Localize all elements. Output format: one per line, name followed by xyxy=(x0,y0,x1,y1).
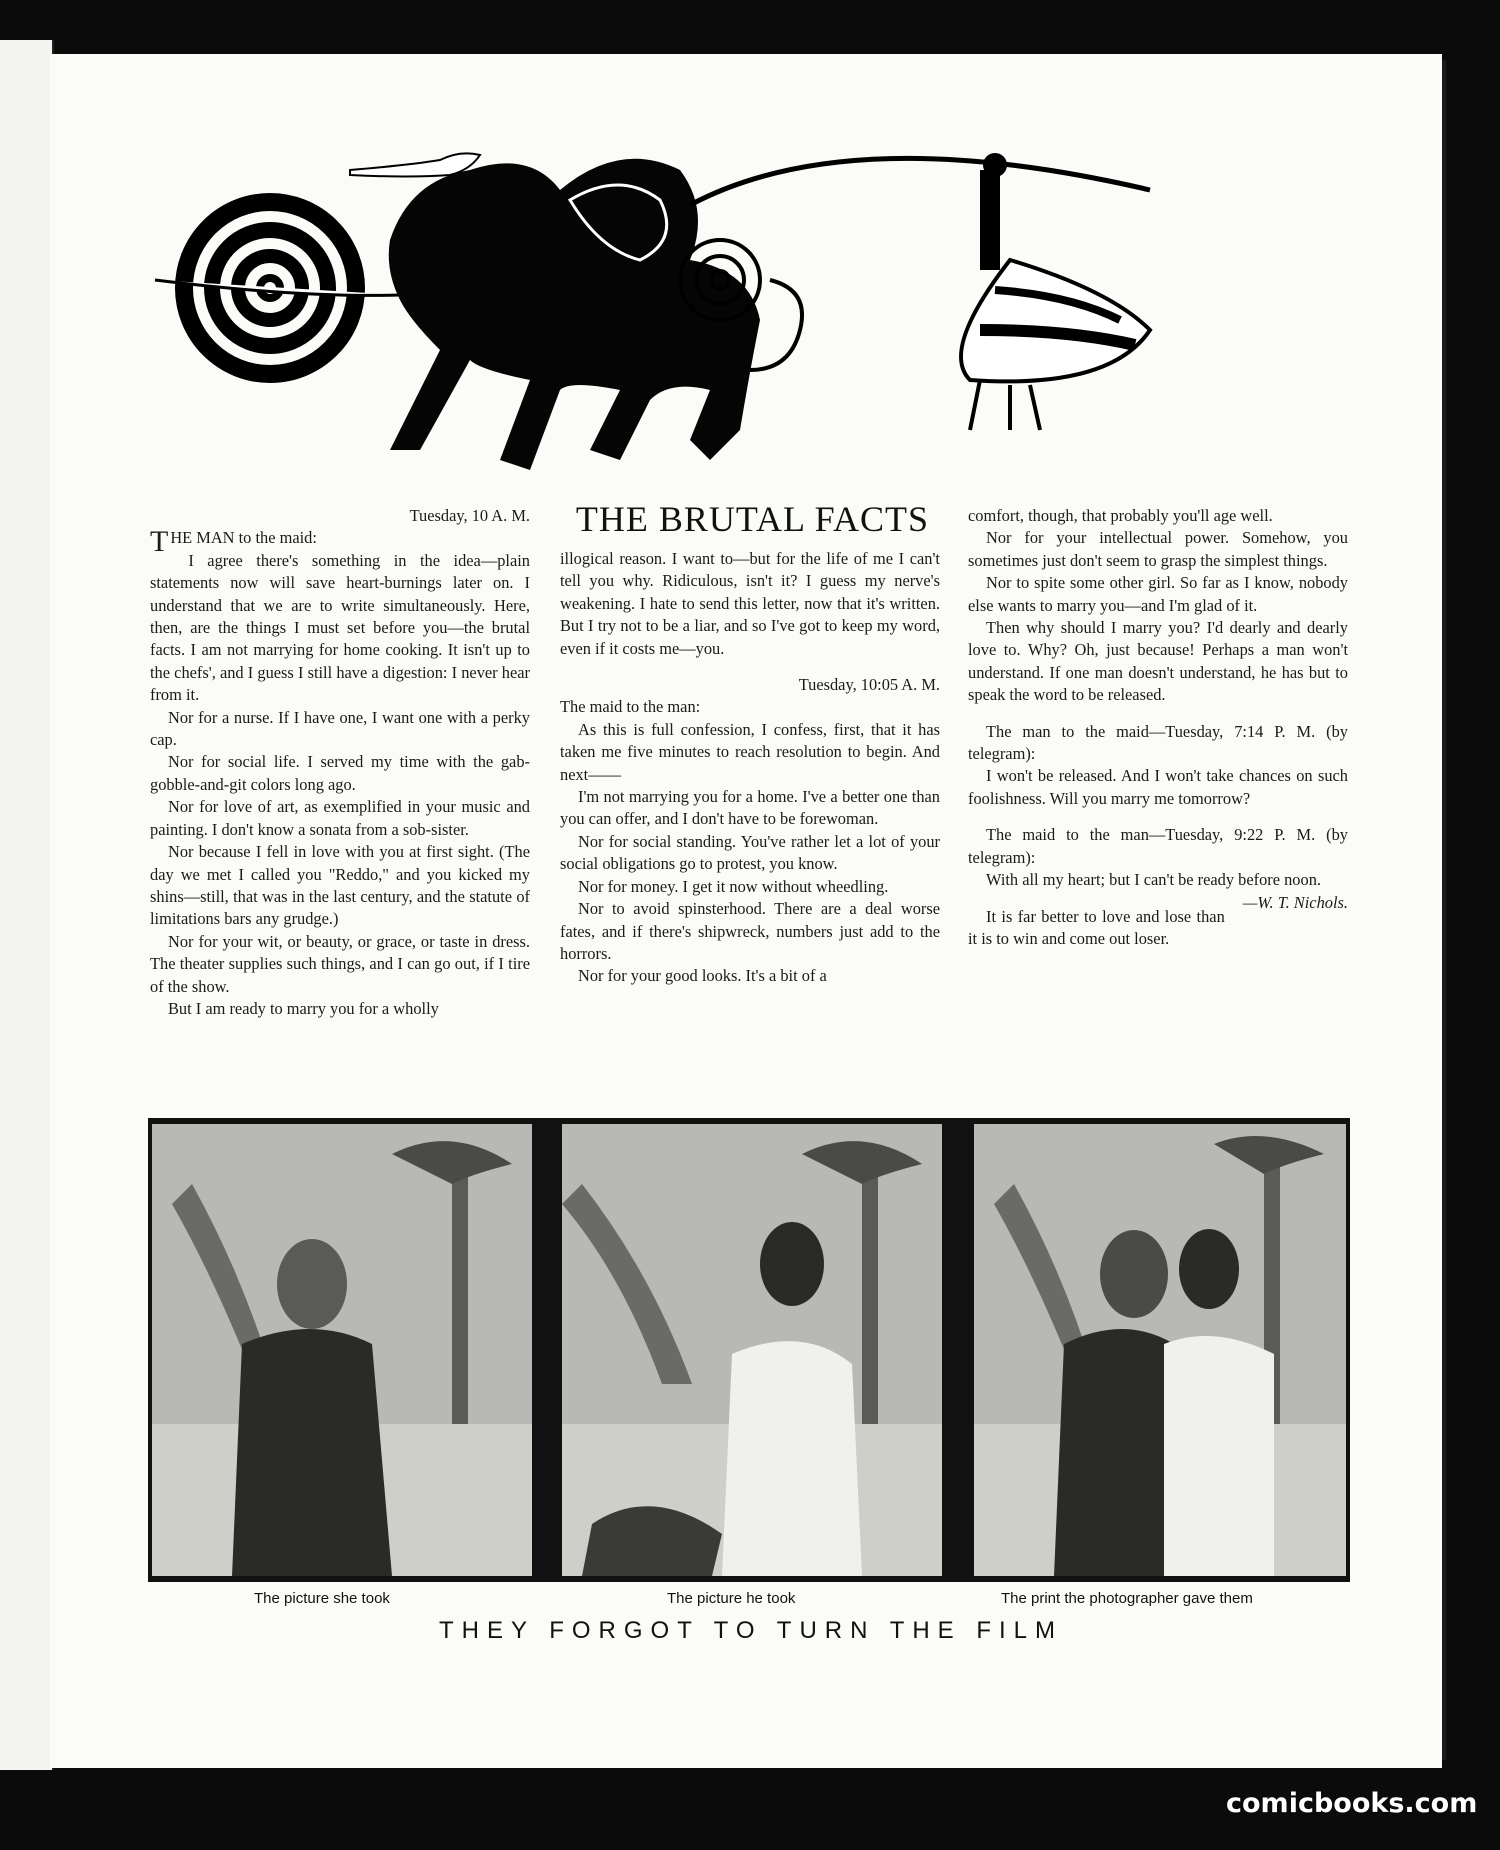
opening-line: The maid to the man: xyxy=(560,697,701,717)
column-3 xyxy=(968,505,1348,950)
facing-page-edge xyxy=(0,40,54,1770)
article-title: THE BRUTAL FACTS xyxy=(575,499,930,539)
paragraph: I agree there's something in the idea—plain statements now will save heart-burnings later on. I understand that we are to write simultaneously. Here, then, are the things I must set before you—the brutal facts. I am not marrying for home cooking. It isn't up to the chefs', and I guess I still have a digestion: I never hear from it. xyxy=(150,550,530,705)
paragraph: Then why should I marry you? I'd dearly and dearly love to. Why? Oh, just because! Perhaps a man won't understand. If one man doesn't understand, he has but to speak the word to be released. xyxy=(968,618,1348,705)
photo-caption-3: The print the photographer gave them xyxy=(1001,1590,1253,1607)
photo-panel-man xyxy=(152,1124,532,1576)
photo-panel-woman xyxy=(562,1124,942,1576)
man-photo-image xyxy=(152,1124,532,1576)
paragraph: Nor for your intellectual power. Somehow, you sometimes just don't seem to grasp the simplest things. xyxy=(968,528,1348,570)
elephant-illustration xyxy=(150,130,1360,490)
photo-caption-1: The picture she took xyxy=(254,1590,390,1607)
paragraph: Nor for social standing. You've rather let a lot of your social obligations go to protest, you know. xyxy=(560,831,940,874)
dancing-lady-figure xyxy=(961,153,1150,430)
paragraph: Nor for your good looks. It's a bit of a xyxy=(578,966,827,986)
column-2 xyxy=(560,548,940,988)
site-watermark: comicbooks.com xyxy=(1226,1788,1478,1819)
paragraph: Nor to spite some other girl. So far as I know, nobody else wants to marry you—and I'm glad of it. xyxy=(968,573,1348,615)
paragraph: Nor to avoid spinsterhood. There are a deal worse fates, and if there's shipwreck, numbers just add to the horrors. xyxy=(560,899,940,963)
telegram-heading: The man to the maid—Tuesday, 7:14 P. M. (by telegram): xyxy=(968,721,1348,764)
photo-panel-couple xyxy=(974,1124,1346,1576)
paragraph: But I am ready to marry you for a wholly xyxy=(168,998,439,1018)
author-signature: —W. T. Nichols. xyxy=(1242,892,1348,912)
date-line: Tuesday, 10 A. M. xyxy=(409,506,530,525)
paragraph: Nor for love of art, as exemplified in your music and painting. I don't know a sonata from a sob-sister. xyxy=(150,797,530,839)
paragraph: Nor for money. I get it now without wheedling. xyxy=(578,876,889,896)
drop-cap: T xyxy=(150,525,169,559)
woman-photo-image xyxy=(562,1124,942,1576)
couple-photo-image xyxy=(974,1124,1346,1576)
paragraph: illogical reason. I want to—but for the life of me I can't tell you why. Ridiculous, isn't it? I guess my nerve's weakening. I hate to send this letter, now that it's written. But I try not to be a liar, and so I've got to keep my word, even if it costs me—you. xyxy=(560,549,940,658)
column-1 xyxy=(150,505,530,1020)
paragraph: I'm not marrying you for a home. I've a better one than you can offer, and I don't have to be forewoman. xyxy=(560,787,940,829)
photo-strip-headline: THEY FORGOT TO TURN THE FILM xyxy=(438,1617,1064,1644)
epigram: It is far better to love and lose than it is to win and come out loser. xyxy=(968,906,1225,948)
page-border-rule xyxy=(1442,60,1446,1760)
paragraph: As this is full confession, I confess, first, that it has taken me five minutes to reach resolution to begin. And next—— xyxy=(560,719,940,784)
opening-line: THE MAN to the maid: xyxy=(150,525,317,559)
paragraph: comfort, though, that probably you'll age well. xyxy=(968,506,1273,525)
photo-caption-2: The picture he took xyxy=(667,1590,796,1607)
telegram-heading: The maid to the man—Tuesday, 9:22 P. M. (by telegram): xyxy=(968,825,1348,867)
paragraph: Nor for a nurse. If I have one, I want one with a perky cap. xyxy=(150,707,530,750)
telegram-body: I won't be released. And I won't take chances on such foolishness. Will you marry me tomorrow? xyxy=(968,766,1348,808)
paragraph: Nor for your wit, or beauty, or grace, or taste in dress. The theater supplies such things, and I can go out, if I tire of the show. xyxy=(150,931,530,996)
photo-strip xyxy=(148,1118,1350,1582)
paragraph: Nor for social life. I served my time with the gab-gobble-and-git colors long ago. xyxy=(150,752,530,794)
paragraph: Nor because I fell in love with you at first sight. (The day we met I called you "Reddo," and you kicked my shins—still, that was in the last century, and the statute of limitations bars any grudge.) xyxy=(150,842,530,929)
date-line: Tuesday, 10:05 A. M. xyxy=(798,675,940,695)
telegram-body: With all my heart; but I can't be ready before noon. —W. T. Nichols. xyxy=(968,869,1348,891)
